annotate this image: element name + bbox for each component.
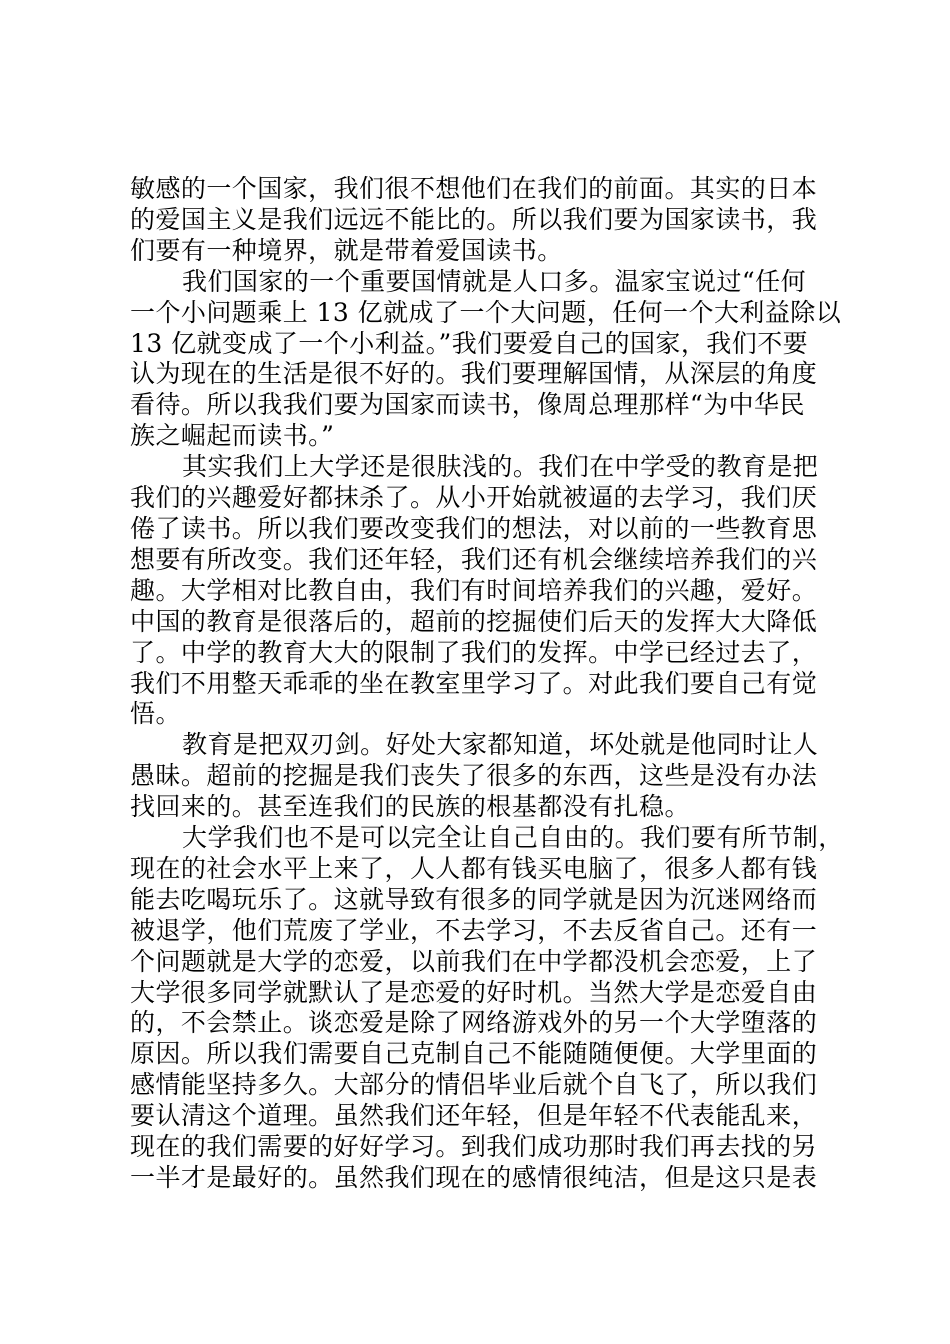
- text-line: 悟。: [130, 699, 181, 729]
- text-line: 能去吃喝玩乐了。这就导致有很多的同学就是因为沉迷网络而: [130, 884, 818, 914]
- text-line: 的，不会禁止。谈恋爱是除了网络游戏外的另一个大学堕落的: [130, 1008, 818, 1038]
- paragraph-first-line: 我们国家的一个重要国情就是人口多。温家宝说过“任何: [182, 266, 807, 296]
- paragraph-first-line: 教育是把双刃剑。好处大家都知道，坏处就是他同时让人: [182, 730, 819, 760]
- text-line: 现在的社会水平上来了，人人都有钱买电脑了，很多人都有钱: [130, 853, 818, 883]
- text-line: 认为现在的生活是很不好的。我们要理解国情，从深层的角度: [130, 359, 818, 389]
- paragraph-first-line: 大学我们也不是可以完全让自己自由的。我们要有所节制，: [182, 823, 844, 853]
- paragraph-first-line: 其实我们上大学还是很肤浅的。我们在中学受的教育是把: [182, 452, 819, 482]
- text-line: 原因。所以我们需要自己克制自己不能随随便便。大学里面的: [130, 1039, 818, 1069]
- text-line: 愚昧。超前的挖掘是我们丧失了很多的东西，这些是没有办法: [130, 761, 818, 791]
- text-line: 我们不用整天乖乖的坐在教室里学习了。对此我们要自己有觉: [130, 668, 818, 698]
- text-line: 们要有一种境界，就是带着爱国读书。: [130, 235, 563, 265]
- text-line: 一半才是最好的。虽然我们现在的感情很纯洁，但是这只是表: [130, 1163, 818, 1192]
- text-line: 趣。大学相对比教自由，我们有时间培养我们的兴趣，爱好。: [130, 575, 818, 605]
- text-line: 大学很多同学就默认了是恋爱的好时机。当然大学是恋爱自由: [130, 977, 818, 1007]
- text-line: 感情能坚持多久。大部分的情侣毕业后就个自飞了，所以我们: [130, 1070, 818, 1100]
- text-line: 族之崛起而读书。”: [130, 421, 335, 451]
- text-line: 一个小问题乘上 13 亿就成了一个大问题，任何一个大利益除以: [130, 297, 842, 327]
- text-line: 中国的教育是很落后的，超前的挖掘使们后天的发挥大大降低: [130, 606, 818, 636]
- text-line: 想要有所改变。我们还年轻，我们还有机会继续培养我们的兴: [130, 544, 818, 574]
- text-line: 找回来的。甚至连我们的民族的根基都没有扎稳。: [130, 792, 690, 822]
- body-text: [130, 174, 844, 1194]
- text-line: 倦了读书。所以我们要改变我们的想法，对以前的一些教育思: [130, 513, 818, 543]
- text-line: 个问题就是大学的恋爱，以前我们在中学都没机会恋爱，上了: [130, 946, 818, 976]
- text-line: 了。中学的教育大大的限制了我们的发挥。中学已经过去了，: [130, 637, 818, 667]
- text-line: 的爱国主义是我们远远不能比的。所以我们要为国家读书，我: [130, 204, 818, 234]
- text-line: 敏感的一个国家，我们很不想他们在我们的前面。其实的日本: [130, 174, 818, 203]
- text-line: 要认清这个道理。虽然我们还年轻，但是年轻不代表能乱来，: [130, 1101, 818, 1131]
- text-line: 13 亿就变成了一个小利益。”我们要爱自己的国家，我们不要: [130, 328, 809, 358]
- text-line: 看待。所以我我们要为国家而读书，像周总理那样“为中华民: [130, 390, 805, 420]
- text-line: 我们的兴趣爱好都抹杀了。从小开始就被逼的去学习，我们厌: [130, 483, 818, 513]
- text-line: 现在的我们需要的好好学习。到我们成功那时我们再去找的另: [130, 1132, 818, 1162]
- text-line: 被退学，他们荒废了学业，不去学习，不去反省自己。还有一: [130, 915, 818, 945]
